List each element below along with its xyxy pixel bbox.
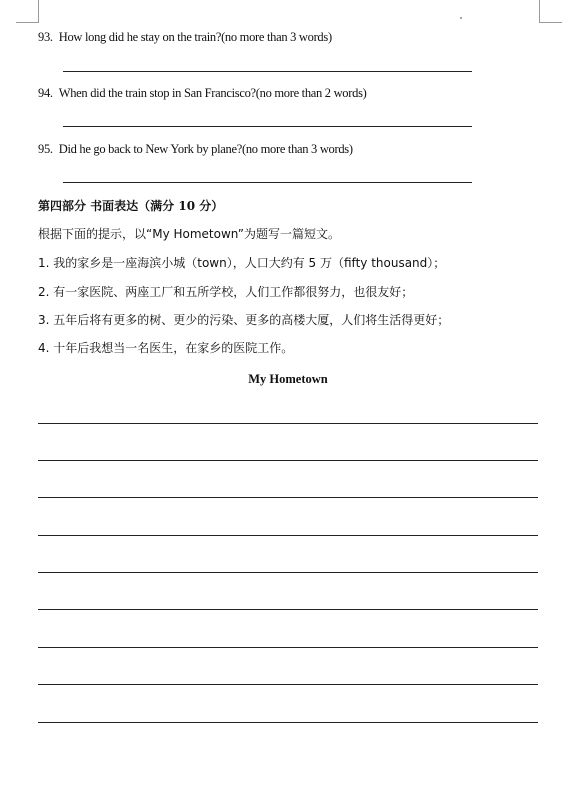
writing-instruction: 根据下面的提示，以“My Hometown”为题写一篇短文。 (38, 227, 340, 241)
crop-mark (539, 22, 562, 23)
writing-point-1: 1. 我的家乡是一座海滨小城（town），人口大约有 5 万（fifty thousand）； (38, 256, 446, 270)
question-93 (38, 30, 332, 45)
question-text: How long did he stay on the train?(no more than 3 words) (58, 30, 332, 44)
crop-mark (539, 0, 540, 22)
writing-line[interactable] (38, 535, 538, 536)
crop-mark (38, 0, 39, 22)
section-title: 第四部分 书面表达（满分 10 分） (38, 199, 224, 213)
writing-line[interactable] (38, 572, 538, 573)
question-94 (38, 86, 367, 101)
writing-line[interactable] (38, 722, 538, 723)
crop-mark (16, 22, 39, 23)
question-number: 95. (38, 142, 53, 156)
speck (460, 17, 462, 19)
essay-title: My Hometown (248, 372, 328, 386)
writing-point-3: 3. 五年后将有更多的树、更少的污染、更多的高楼大厦，人们将生活得更好； (38, 313, 450, 327)
writing-line[interactable] (38, 497, 538, 498)
writing-line[interactable] (38, 423, 538, 424)
writing-line[interactable] (38, 647, 538, 648)
writing-line[interactable] (38, 684, 538, 685)
answer-line-94[interactable] (63, 126, 472, 127)
question-text: Did he go back to New York by plane?(no more than 3 words) (58, 142, 353, 156)
writing-point-2: 2. 有一家医院、两座工厂和五所学校，人们工作都很努力，也很友好； (38, 285, 414, 299)
question-text: When did the train stop in San Francisco?(no more than 2 words) (58, 86, 367, 100)
answer-line-95[interactable] (63, 182, 472, 183)
question-number: 93. (38, 30, 53, 44)
question-95 (38, 142, 353, 157)
writing-line[interactable] (38, 609, 538, 610)
answer-line-93[interactable] (63, 71, 472, 72)
writing-line[interactable] (38, 460, 538, 461)
question-number: 94. (38, 86, 53, 100)
writing-point-4: 4. 十年后我想当一名医生，在家乡的医院工作。 (38, 341, 294, 355)
